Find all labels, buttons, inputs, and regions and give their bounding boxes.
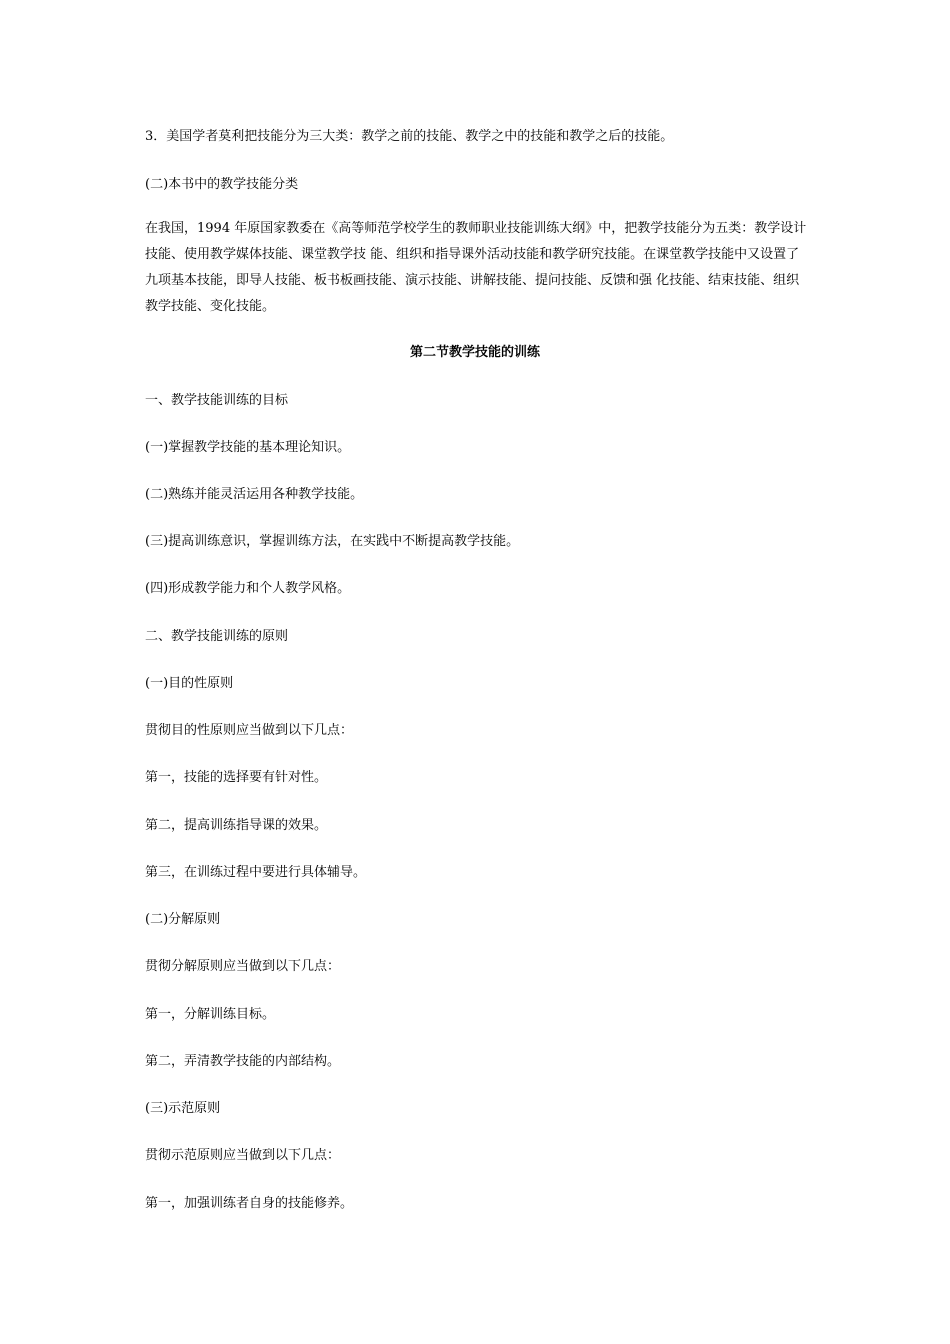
- list-item: 贯彻目的性原则应当做到以下几点：: [145, 723, 354, 738]
- list-item: 贯彻分解原则应当做到以下几点：: [145, 959, 341, 974]
- list-item: 第二，提高训练指导课的效果。: [145, 818, 328, 833]
- list-item: 二、教学技能训练的原则: [145, 629, 289, 644]
- intro-item: 3．美国学者莫利把技能分为三大类：教学之前的技能、教学之中的技能和教学之后的技能。: [145, 129, 674, 144]
- list-item: 贯彻示范原则应当做到以下几点：: [145, 1148, 341, 1163]
- list-item: (四)形成教学能力和个人教学风格。: [145, 581, 351, 596]
- list-item: 第二，弄清教学技能的内部结构。: [145, 1054, 341, 1069]
- list-item: 第一，加强训练者自身的技能修养。: [145, 1196, 354, 1211]
- section-title: 第二节教学技能的训练: [409, 345, 540, 360]
- body-paragraph: 在我国，1994 年原国家教委在《高等师范学校学生的教师职业技能训练大纲》中，把教学技能分为五类：教学设计技能、使用教学媒体技能、课堂教学技 能、组织和指导课外活动技能和教学研究技能。在课堂教学技能中又设置了九项基本技能，即导人技能、板书板画技能、演示技能、讲解技能、提问技能、反馈和强 化技能、结束技能、组织教学技能、变化技能。: [145, 221, 807, 314]
- list-item: 第三，在训练过程中要进行具体辅导。: [145, 865, 367, 880]
- subsection-heading: (二)本书中的教学技能分类: [145, 177, 299, 192]
- list-item: 第一，分解训练目标。: [145, 1007, 276, 1022]
- list-item: (二)分解原则: [145, 912, 221, 927]
- list-item: (一)掌握教学技能的基本理论知识。: [145, 440, 351, 455]
- list-item: 第一，技能的选择要有针对性。: [145, 770, 328, 785]
- list-item: (一)目的性原则: [145, 676, 234, 691]
- list-item: (二)熟练并能灵活运用各种教学技能。: [145, 487, 364, 502]
- list-item: 一、教学技能训练的目标: [145, 393, 289, 408]
- list-item: (三)示范原则: [145, 1101, 221, 1116]
- list-item: (三)提高训练意识，掌握训练方法，在实践中不断提高教学技能。: [145, 534, 520, 549]
